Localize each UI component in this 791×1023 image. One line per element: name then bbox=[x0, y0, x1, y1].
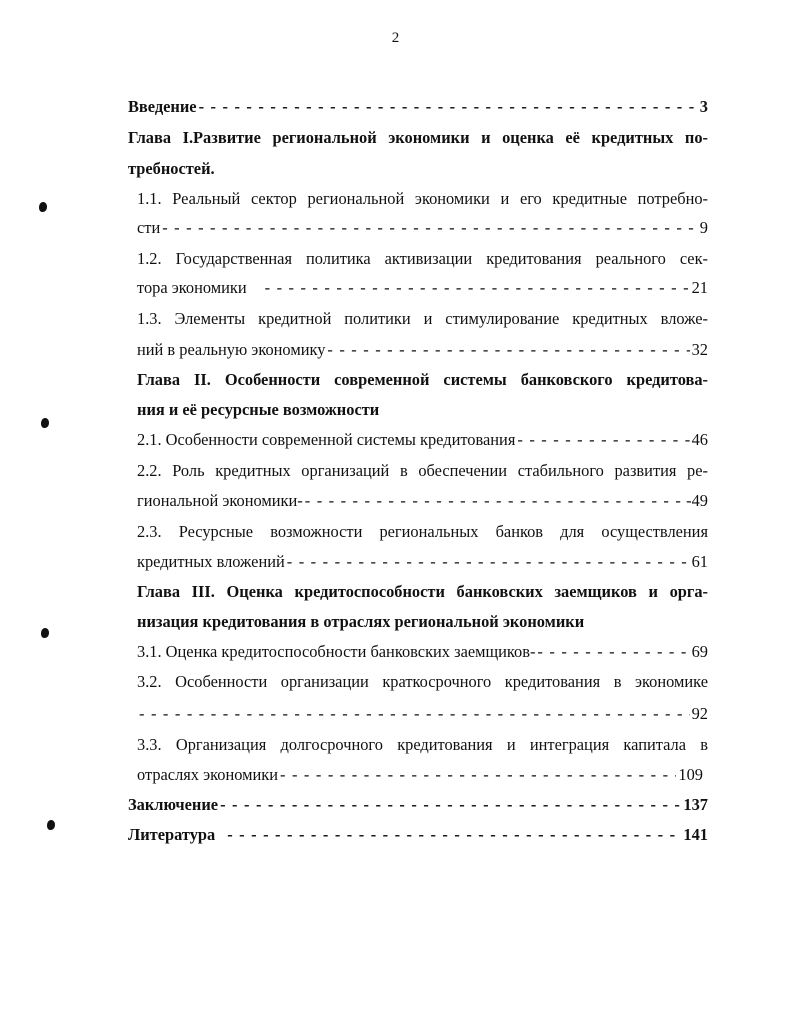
toc-title: Заключение bbox=[128, 795, 219, 814]
toc-title: Введение bbox=[128, 97, 197, 116]
leader-dots bbox=[280, 761, 676, 789]
chapter-2-title-line2: ния и её ресурсные возможности bbox=[137, 400, 380, 419]
toc-page: 9 bbox=[699, 218, 708, 237]
toc-entry-literature bbox=[128, 821, 708, 849]
chapter-3-title-line2: низация кредитования в отраслях региональной экономики bbox=[137, 612, 585, 631]
binder-hole-mark bbox=[41, 628, 49, 638]
toc-title: ний в реальную экономику bbox=[137, 340, 326, 359]
binder-hole-mark bbox=[47, 820, 55, 830]
leader-dots bbox=[162, 214, 698, 242]
toc-title: 2.1. Особенности современной системы кредитования bbox=[137, 430, 516, 449]
page-number: 2 bbox=[391, 30, 400, 46]
leader-dots bbox=[327, 336, 689, 364]
section-2-2-line1: 2.2. Роль кредитных организаций в обеспечении стабильного развития ре- bbox=[137, 461, 708, 480]
section-3-3-line2 bbox=[137, 761, 703, 789]
toc-page: 109 bbox=[678, 765, 703, 784]
toc-page: 92 bbox=[691, 704, 708, 723]
section-3-1 bbox=[137, 638, 708, 666]
section-1-1-line2 bbox=[137, 214, 708, 242]
section-3-2-line1: 3.2. Особенности организации краткосрочного кредитования в экономике bbox=[137, 672, 708, 691]
toc-entry-intro bbox=[128, 93, 708, 121]
section-1-2-line1: 1.2. Государственная политика активизации кредитования реального сек- bbox=[137, 249, 708, 268]
section-3-2-line2 bbox=[137, 700, 708, 728]
leader-dots bbox=[220, 791, 681, 819]
toc-page: 46 bbox=[691, 430, 708, 449]
toc-page: 3 bbox=[699, 97, 708, 116]
chapter-1-title-line2: требностей. bbox=[128, 159, 215, 178]
section-2-2-line2 bbox=[137, 487, 708, 515]
leader-dots bbox=[305, 487, 684, 515]
binder-hole-mark bbox=[41, 418, 49, 428]
toc-page: 141 bbox=[683, 825, 708, 844]
leader-dots bbox=[139, 700, 690, 728]
toc-title: Литература bbox=[128, 825, 216, 844]
toc-title: гиональной экономики- bbox=[137, 491, 303, 510]
toc-entry-conclusion bbox=[128, 791, 708, 819]
leader-dots bbox=[537, 638, 689, 666]
toc-page: 61 bbox=[691, 552, 708, 571]
section-2-3-line1: 2.3. Ресурсные возможности региональных банков для осуществления bbox=[137, 522, 708, 541]
toc-page: 32 bbox=[691, 340, 708, 359]
toc-page: 69 bbox=[691, 642, 708, 661]
section-2-1 bbox=[137, 426, 708, 454]
section-1-3-line2 bbox=[137, 336, 708, 364]
binder-hole-mark bbox=[39, 202, 47, 212]
toc-title: кредитных вложений bbox=[137, 552, 285, 571]
toc-title: отраслях экономики bbox=[137, 765, 278, 784]
toc-title: сти bbox=[137, 218, 161, 237]
leader-dots bbox=[199, 93, 698, 121]
toc-title: 3.1. Оценка кредитоспособности банковских заемщиков- bbox=[137, 642, 536, 661]
section-2-3-line2 bbox=[137, 548, 708, 576]
toc-page: 137 bbox=[683, 795, 708, 814]
toc-page: 21 bbox=[691, 278, 708, 297]
toc-title: тора экономики bbox=[137, 278, 247, 297]
leader-dots bbox=[287, 548, 690, 576]
toc-page: -49 bbox=[686, 491, 708, 510]
leader-dots bbox=[227, 821, 681, 849]
section-1-3-line1: 1.3. Элементы кредитной политики и стимулирование кредитных вложе- bbox=[137, 309, 708, 328]
section-1-2-line2 bbox=[137, 274, 708, 302]
section-3-3-line1: 3.3. Организация долгосрочного кредитования и интеграция капитала в bbox=[137, 735, 708, 754]
leader-dots bbox=[517, 426, 689, 454]
leader-dots bbox=[265, 274, 690, 302]
chapter-3-title-line1: Глава III. Оценка кредитоспособности банковских заемщиков и орга- bbox=[137, 582, 708, 601]
chapter-2-title-line1: Глава II. Особенности современной системы банковского кредитова- bbox=[137, 370, 708, 389]
chapter-1-title-line1: Глава I.Развитие региональной экономики и оценка её кредитных по- bbox=[128, 128, 708, 147]
section-1-1-line1: 1.1. Реальный сектор региональной экономики и его кредитные потребно- bbox=[137, 189, 708, 208]
